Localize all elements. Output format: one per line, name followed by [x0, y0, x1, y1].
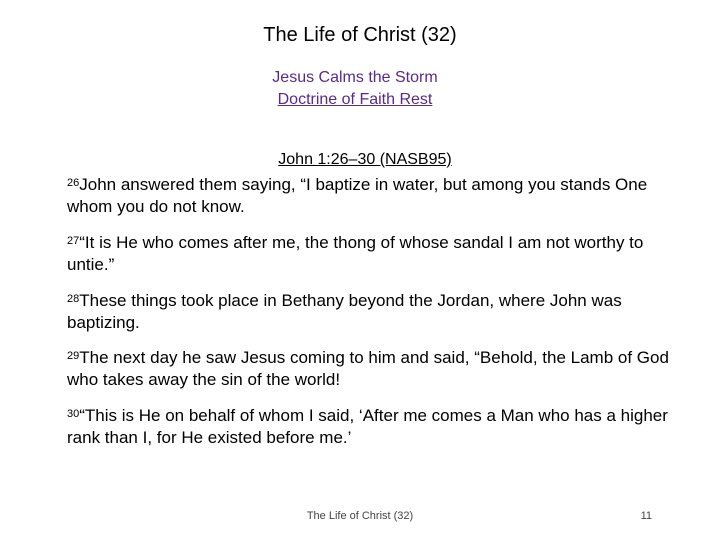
- verse-text: “This is He on behalf of whom I said, ‘After me comes a Man who has a higher rank than I, for He existed before me.’: [67, 406, 668, 447]
- verse-27: [67, 230, 687, 276]
- verse-text: “It is He who comes after me, the thong of whose sandal I am not worthy to untie.”: [67, 233, 644, 274]
- verse-number: 27: [67, 235, 80, 247]
- verse-26: [67, 172, 687, 218]
- verse-number: 26: [67, 177, 80, 189]
- scripture-reference: John 1:26–30 (NASB95): [278, 151, 452, 168]
- slide-subtitle-doctrine: Doctrine of Faith Rest: [277, 91, 433, 108]
- verse-text: John answered them saying, “I baptize in water, but among you stands One whom you do not know.: [67, 175, 648, 216]
- verse-29: [67, 345, 687, 391]
- verse-number: 28: [67, 293, 80, 305]
- verse-text: These things took place in Bethany beyond the Jordan, where John was baptizing.: [67, 291, 622, 332]
- slide-title: The Life of Christ (32): [263, 24, 457, 46]
- verse-number: 29: [67, 350, 80, 362]
- verse-number: 30: [67, 408, 80, 420]
- footer-title: The Life of Christ (32): [306, 510, 414, 522]
- verse-30: [67, 403, 687, 449]
- verse-28: [67, 288, 687, 334]
- slide-subtitle: Jesus Calms the Storm: [272, 69, 438, 86]
- verse-text: The next day he saw Jesus coming to him and said, “Behold, the Lamb of God who takes away the sin of the world!: [67, 348, 669, 389]
- page-number: 11: [640, 510, 652, 522]
